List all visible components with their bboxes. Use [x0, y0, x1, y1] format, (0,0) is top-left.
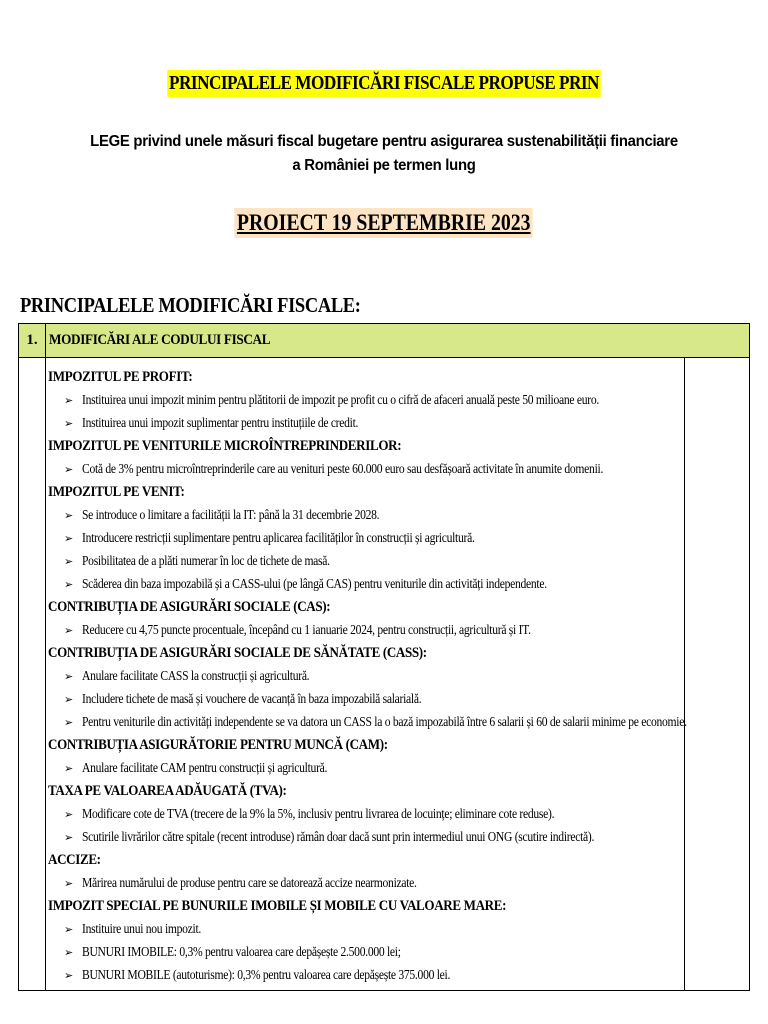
list-item-text: Instituirea unui impozit minim pentru plătitorii de impozit pe profit cu o cifră de afaceri anuală peste 50 milioane euro.: [82, 393, 599, 408]
group-title: ACCIZE:: [48, 852, 101, 868]
arrow-bullet-icon: ➢: [64, 670, 74, 683]
group-title: IMPOZITUL PE VENIT:: [48, 484, 185, 500]
list-item: [48, 826, 688, 849]
list-item: [48, 458, 688, 481]
list-item-text: Reducere cu 4,75 puncte procentuale, începând cu 1 ianuarie 2024, pentru construcții, agricultură și IT.: [82, 623, 531, 638]
law-title-line-2: a României pe termen lung: [292, 157, 476, 174]
group-title: IMPOZITUL PE PROFIT:: [48, 369, 193, 385]
list-item-text: Modificare cote de TVA (trecere de la 9% la 5%, inclusiv pentru livrarea de locuințe; eliminare cote reduse).: [82, 807, 555, 822]
arrow-bullet-icon: ➢: [64, 509, 74, 522]
arrow-bullet-icon: ➢: [64, 877, 74, 890]
arrow-bullet-icon: ➢: [64, 923, 74, 936]
arrow-bullet-icon: ➢: [64, 578, 74, 591]
group-title: CONTRIBUȚIA DE ASIGURĂRI SOCIALE (CAS):: [48, 599, 331, 615]
list-item: [48, 550, 688, 573]
law-title: [83, 130, 686, 178]
list-item-text: Pentru veniturile din activități independente se va datora un CASS la o bază impozabilă între 6 salarii și 60 de salarii minime pe economie.: [82, 715, 687, 730]
list-item-text: BUNURI MOBILE (autoturisme): 0,3% pentru valoarea care depășește 375.000 lei.: [82, 968, 451, 983]
law-title-line-1: LEGE privind unele măsuri fiscal bugetare pentru asigurarea sustenabilității financiare: [90, 133, 678, 150]
modifications-table: [18, 323, 750, 991]
list-item-text: Mărirea numărului de produse pentru care se datorează accize nearmonizate.: [82, 876, 417, 891]
list-item: [48, 711, 688, 734]
list-item-text: Instituirea unui impozit suplimentar pentru instituțiile de credit.: [82, 416, 359, 431]
section-heading: PRINCIPALELE MODIFICĂRI FISCALE:: [20, 293, 361, 317]
list-item-text: Cotă de 3% pentru microîntreprinderile care au venituri peste 60.000 euro sau desfășoară activitate în anumite domenii.: [82, 462, 604, 477]
arrow-bullet-icon: ➢: [64, 946, 74, 959]
project-date: [0, 208, 768, 238]
list-item-text: Introducere restricții suplimentare pentru aplicarea facilităților în construcții și agricultură.: [82, 531, 475, 546]
document-title: [0, 70, 768, 97]
arrow-bullet-icon: ➢: [64, 532, 74, 545]
list-item: [48, 688, 688, 711]
group-title: TAXA PE VALOAREA ADĂUGATĂ (TVA):: [48, 783, 287, 799]
row-number: 1.: [19, 324, 46, 357]
list-item: [48, 964, 688, 987]
arrow-bullet-icon: ➢: [64, 394, 74, 407]
arrow-bullet-icon: ➢: [64, 808, 74, 821]
list-item-text: Instituire unui nou impozit.: [82, 922, 202, 937]
arrow-bullet-icon: ➢: [64, 463, 74, 476]
project-date-text: PROIECT 19 SEPTEMBRIE 2023: [235, 208, 534, 238]
arrow-bullet-icon: ➢: [64, 555, 74, 568]
list-item-text: Scutirile livrărilor către spitale (recent introduse) rămân doar dacă sunt prin intermediul unui ONG (scutire indirectă).: [82, 830, 595, 845]
arrow-bullet-icon: ➢: [64, 762, 74, 775]
list-item: [48, 527, 688, 550]
list-item-text: Scăderea din baza impozabilă și a CASS-ului (pe lângă CAS) pentru veniturile din activități independente.: [82, 577, 547, 592]
list-item-text: Se introduce o limitare a facilității la IT: până la 31 decembrie 2028.: [82, 508, 380, 523]
list-item: [48, 389, 688, 412]
arrow-bullet-icon: ➢: [64, 417, 74, 430]
list-item: [48, 941, 688, 964]
list-item: [48, 665, 688, 688]
list-item: [48, 918, 688, 941]
document-title-text: PRINCIPALELE MODIFICĂRI FISCALE PROPUSE PRIN: [167, 70, 600, 97]
group-title: IMPOZIT SPECIAL PE BUNURILE IMOBILE ȘI MOBILE CU VALOARE MARE:: [48, 898, 507, 914]
arrow-bullet-icon: ➢: [64, 969, 74, 982]
list-item-text: Includere tichete de masă și vouchere de vacanță în baza impozabilă salarială.: [82, 692, 422, 707]
list-item: [48, 872, 688, 895]
list-item: [48, 619, 688, 642]
column-divider-left: [45, 358, 46, 990]
arrow-bullet-icon: ➢: [64, 693, 74, 706]
arrow-bullet-icon: ➢: [64, 831, 74, 844]
group-title: CONTRIBUȚIA ASIGURĂTORIE PENTRU MUNCĂ (CAM):: [48, 737, 388, 753]
group-title: IMPOZITUL PE VENITURILE MICROÎNTREPRINDERILOR:: [48, 438, 402, 454]
table-content: [48, 366, 688, 987]
table-header-title: MODIFICĂRI ALE CODULUI FISCAL: [49, 332, 271, 348]
list-item: [48, 573, 688, 596]
list-item: [48, 803, 688, 826]
arrow-bullet-icon: ➢: [64, 716, 74, 729]
list-item-text: Anulare facilitate CAM pentru construcții și agricultură.: [82, 761, 328, 776]
list-item: [48, 412, 688, 435]
table-header-row: [19, 324, 749, 358]
list-item: [48, 757, 688, 780]
list-item-text: BUNURI IMOBILE: 0,3% pentru valoarea care depășește 2.500.000 lei;: [82, 945, 401, 960]
group-title: CONTRIBUȚIA DE ASIGURĂRI SOCIALE DE SĂNĂTATE (CASS):: [48, 645, 427, 661]
list-item: [48, 504, 688, 527]
arrow-bullet-icon: ➢: [64, 624, 74, 637]
list-item-text: Anulare facilitate CASS la construcții și agricultură.: [82, 669, 310, 684]
list-item-text: Posibilitatea de a plăti numerar în loc de tichete de masă.: [82, 554, 330, 569]
